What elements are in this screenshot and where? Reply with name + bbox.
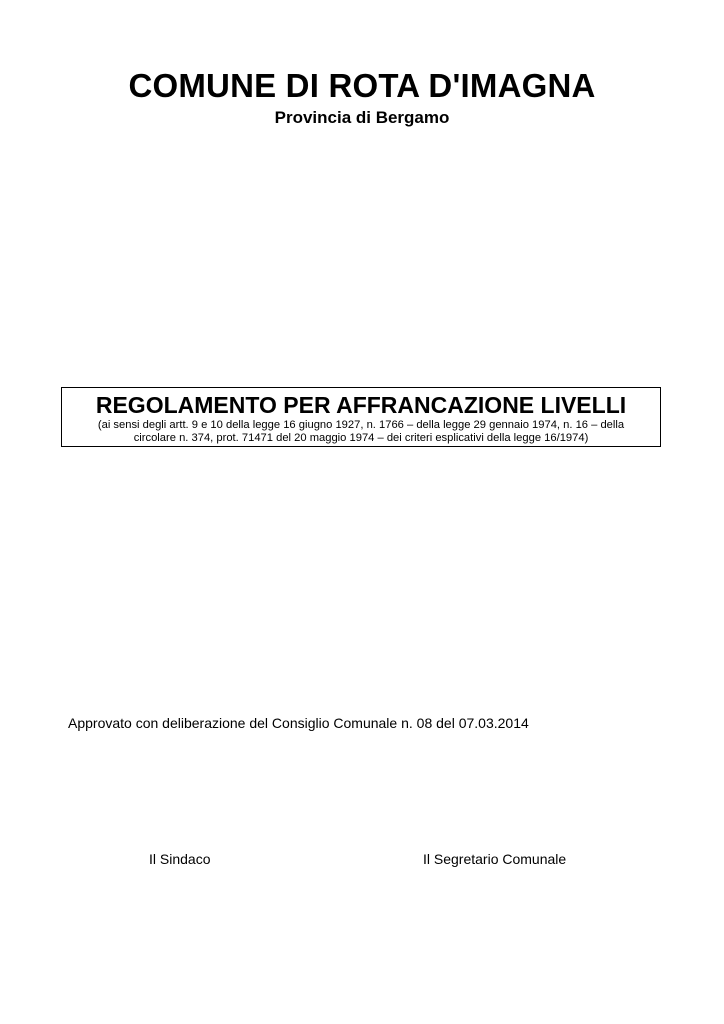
page-title: COMUNE DI ROTA D'IMAGNA — [128, 67, 596, 104]
signature-mayor: Il Sindaco — [149, 851, 211, 867]
regulation-legal-note-line-2: circolare n. 374, prot. 71471 del 20 maggio 1974 – dei criteri esplicativi della legge 16/1974) — [133, 432, 589, 444]
regulation-title-box — [61, 387, 661, 447]
regulation-title: REGOLAMENTO PER AFFRANCAZIONE LIVELLI — [95, 392, 627, 418]
approval-statement: Approvato con deliberazione del Consiglio Comunale n. 08 del 07.03.2014 — [68, 715, 529, 731]
regulation-legal-note-line-1: (ai sensi degli artt. 9 e 10 della legge 16 giugno 1927, n. 1766 – della legge 29 gennaio 1974, n. 16 – della — [97, 419, 625, 431]
signature-secretary: Il Segretario Comunale — [423, 851, 567, 867]
page-subtitle: Provincia di Bergamo — [274, 108, 450, 127]
